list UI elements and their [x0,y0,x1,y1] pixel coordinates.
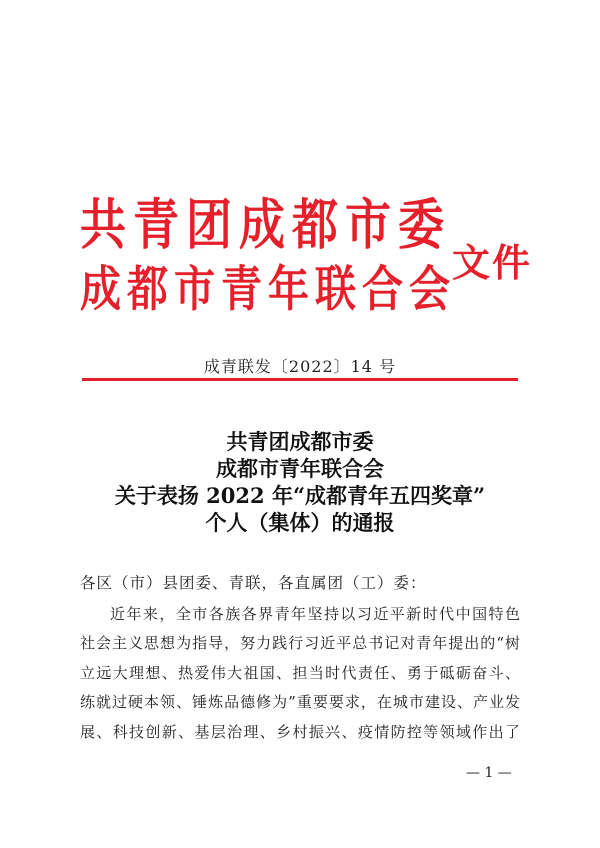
document-title [0,428,600,536]
body-line-4: 练就过硬本领、锤炼品德修为”重要要求，在城市建设、产业发 [80,693,520,712]
title-line-4: 个人（集体）的通报 [205,510,395,535]
body-line-3: 立远大理想、热爱伟大祖国、担当时代责任、勇于砥砺奋斗、 [80,663,520,682]
red-divider [82,378,518,381]
document-type-label: 文件 [452,240,533,285]
page-number: — 1 — [466,765,512,781]
body-paragraph [80,600,520,747]
title-line-1: 共青团成都市委 [226,429,374,454]
document-number: 成青联发〔2022〕14 号 [203,357,397,376]
body-line-5: 展、科技创新、基层治理、乡村振兴、疫情防控等领域作出了 [80,722,520,741]
body-line-1: 近年来，全市各族各界青年坚持以习近平新时代中国特色 [110,605,520,623]
title-line-3: 关于表扬 2022 年“成都青年五四奖章” [114,483,486,508]
issuer-name-line-2: 成都市青年联合会 [80,260,456,318]
salutation: 各区（市）县团委、青联，各直属团（工）委： [80,574,427,592]
issuer-name-line-1: 共青团成都市委 [80,192,451,257]
title-line-2: 成都市青年联合会 [216,456,384,481]
body-line-2: 社会主义思想为指导，努力践行习近平总书记对青年提出的“树 [80,634,520,653]
